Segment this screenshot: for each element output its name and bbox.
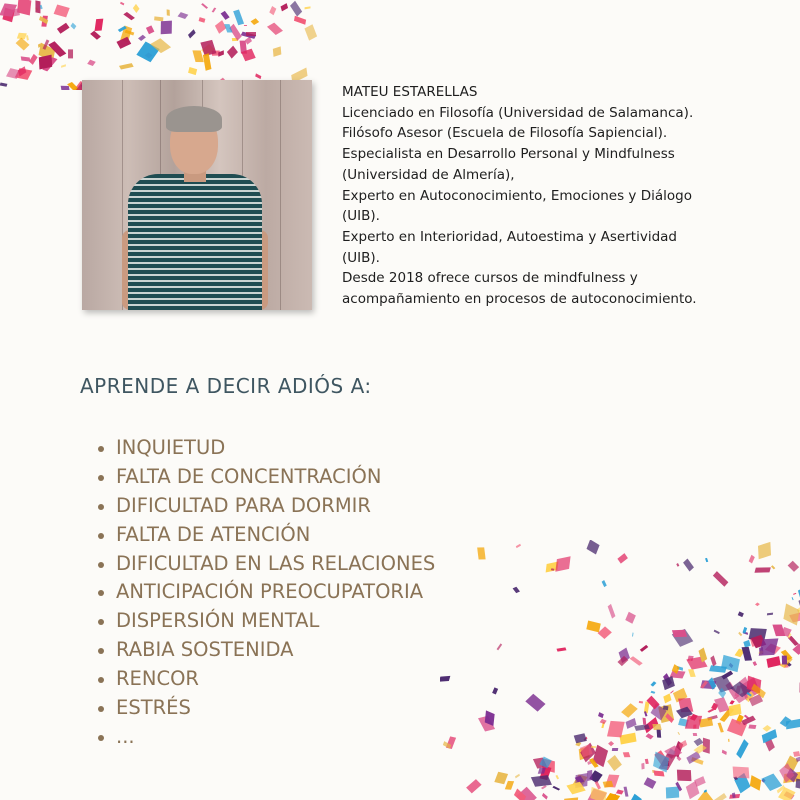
confetti-shard: [530, 776, 551, 788]
list-item: [96, 492, 435, 521]
confetti-shard: [705, 558, 708, 562]
bio-line: acompañamiento en procesos de autoconocimiento.: [342, 291, 697, 308]
confetti-shard: [120, 2, 124, 5]
confetti-shard: [792, 597, 794, 600]
list-item: [96, 694, 435, 723]
confetti-shard: [305, 24, 318, 41]
confetti-shard: [664, 693, 672, 703]
list-item: [96, 723, 435, 752]
confetti-shard: [119, 63, 134, 70]
bio-line: Experto en Interioridad, Autoestima y Asertividad: [342, 228, 677, 245]
confetti-shard: [662, 676, 675, 690]
list-item: [96, 550, 435, 579]
list-item: [96, 665, 435, 694]
confetti-shard: [718, 723, 724, 733]
confetti-shard: [714, 697, 729, 712]
confetti-shard: [233, 9, 244, 25]
confetti-shard: [255, 73, 261, 79]
confetti-shard: [305, 6, 310, 9]
confetti-shard: [492, 687, 498, 694]
confetti-shard: [607, 604, 615, 619]
confetti-shard: [201, 3, 208, 9]
section-heading: APRENDE A DECIR ADIÓS A:: [80, 374, 372, 398]
confetti-shard: [556, 775, 560, 780]
confetti-shard: [629, 656, 643, 666]
confetti-shard: [738, 611, 745, 617]
confetti-shard: [133, 3, 140, 13]
confetti-shard: [749, 554, 755, 563]
confetti-shard: [611, 748, 617, 751]
confetti-shard: [267, 22, 283, 35]
confetti-shard: [621, 704, 638, 718]
confetti-shard: [161, 21, 172, 34]
confetti-shard: [212, 8, 217, 13]
confetti-shard: [679, 740, 688, 749]
confetti-shard: [87, 59, 95, 66]
confetti-shard: [672, 630, 687, 637]
confetti-shard: [625, 612, 635, 624]
confetti-shard: [767, 612, 773, 615]
bullet-icon: [98, 619, 104, 625]
confetti-shard: [731, 792, 735, 798]
confetti-shard: [57, 23, 69, 34]
confetti-shard: [753, 661, 757, 665]
list-item: [96, 636, 435, 665]
confetti-shard: [714, 629, 720, 633]
confetti-shard: [689, 658, 690, 662]
bio-line: (UIB).: [342, 208, 380, 225]
confetti-shard: [465, 779, 481, 794]
confetti-shard: [619, 733, 637, 745]
confetti-shard: [642, 762, 645, 769]
confetti-shard: [39, 5, 42, 10]
confetti-shard: [692, 733, 697, 736]
confetti-shard: [738, 631, 742, 636]
confetti-shard: [587, 540, 600, 555]
confetti-shard: [640, 645, 648, 652]
bullet-icon: [98, 735, 104, 741]
confetti-shard: [650, 681, 656, 686]
confetti-shard: [123, 12, 135, 20]
confetti-shard: [243, 25, 246, 26]
confetti-shard: [269, 6, 276, 16]
bio-line: Filósofo Asesor (Escuela de Filosofía Sapiencial).: [342, 125, 668, 142]
confetti-shard: [68, 49, 73, 58]
confetti-shard: [600, 720, 606, 725]
list-item-label: INQUIETUD: [116, 436, 226, 459]
bullet-icon: [98, 446, 104, 452]
confetti-shard: [552, 786, 560, 791]
confetti-shard: [294, 16, 306, 25]
confetti-shard: [678, 732, 681, 736]
confetti-shard: [793, 592, 797, 594]
bullet-icon: [98, 590, 104, 596]
confetti-shard: [629, 794, 641, 800]
confetti-shard: [788, 561, 799, 572]
confetti-shard: [146, 26, 154, 34]
bio-line: Experto en Autoconocimiento, Emociones y Diálogo: [342, 187, 692, 204]
list-item-label: ANTICIPACIÓN PREOCUPATORIA: [116, 580, 424, 604]
list-item-label: DIFICULTAD PARA DORMIR: [116, 493, 371, 517]
confetti-decoration-top: [0, 0, 320, 90]
confetti-shard: [748, 724, 756, 728]
confetti-shard: [281, 4, 288, 12]
bullet-icon: [98, 562, 104, 568]
confetti-shard: [227, 46, 238, 59]
confetti-shard: [573, 733, 586, 743]
confetti-shard: [741, 647, 752, 661]
bullet-icon: [98, 475, 104, 481]
confetti-shard: [608, 755, 623, 771]
confetti-shard: [770, 565, 775, 570]
confetti-shard: [516, 544, 521, 549]
confetti-shard: [250, 18, 259, 25]
confetti-shard: [555, 556, 570, 571]
confetti-shard: [70, 23, 76, 30]
confetti-shard: [623, 787, 628, 797]
confetti-shard: [644, 777, 657, 789]
confetti-shard: [736, 740, 748, 759]
confetti-shard: [53, 4, 69, 17]
confetti-shard: [486, 710, 495, 725]
list-item-label: RENCOR: [116, 667, 199, 691]
confetti-decoration-bottom: [440, 540, 800, 800]
confetti-shard: [617, 552, 628, 563]
confetti-shard: [587, 770, 592, 781]
list-item-label: FALTA DE CONCENTRACIÓN: [116, 464, 382, 488]
confetti-shard: [273, 47, 281, 57]
confetti-shard: [623, 752, 630, 757]
confetti-shard: [556, 647, 566, 651]
list-item-label: DIFICULTAD EN LAS RELACIONES: [116, 551, 436, 575]
confetti-shard: [632, 632, 634, 637]
confetti-shard: [199, 17, 206, 23]
confetti-shard: [0, 82, 7, 86]
confetti-shard: [494, 771, 507, 783]
confetti-shard: [26, 35, 29, 41]
confetti-shard: [750, 775, 762, 791]
confetti-shard: [616, 789, 624, 794]
bullet-icon: [98, 533, 104, 539]
confetti-shard: [188, 29, 196, 38]
confetti-shard: [29, 54, 38, 65]
list-item: [96, 434, 435, 463]
bullet-icon: [98, 504, 104, 510]
confetti-shard: [676, 769, 691, 780]
confetti-shard: [676, 563, 680, 567]
confetti-shard: [646, 733, 654, 739]
confetti-shard: [189, 67, 198, 75]
bio-line: Licenciado en Filosofía (Universidad de Salamanca).: [342, 104, 694, 121]
confetti-shard: [645, 759, 649, 764]
confetti-shard: [512, 587, 520, 594]
confetti-shard: [603, 781, 613, 788]
confetti-shard: [290, 0, 302, 16]
confetti-shard: [782, 656, 787, 665]
list-item-label: DISPERSIÓN MENTAL: [116, 609, 320, 633]
confetti-shard: [601, 580, 606, 587]
confetti-shard: [90, 31, 101, 40]
confetti-shard: [203, 53, 211, 71]
confetti-shard: [542, 794, 548, 800]
bullet-icon: [98, 677, 104, 683]
confetti-shard: [515, 774, 520, 779]
confetti-shard: [218, 50, 224, 57]
bullet-icon: [98, 706, 104, 712]
confetti-shard: [476, 548, 485, 561]
confetti-shard: [505, 780, 515, 789]
goodbye-list: [96, 434, 435, 752]
confetti-shard: [712, 793, 727, 800]
list-item-label: ESTRÉS: [116, 696, 191, 720]
confetti-shard: [767, 656, 781, 667]
confetti-shard: [683, 558, 694, 571]
confetti-shard: [598, 712, 604, 718]
confetti-shard: [651, 691, 656, 694]
confetti-shard: [783, 604, 799, 626]
confetti-shard: [639, 701, 643, 704]
confetti-shard: [440, 675, 450, 681]
confetti-shard: [713, 571, 728, 586]
confetti-shard: [657, 729, 661, 737]
confetti-shard: [722, 750, 727, 755]
confetti-shard: [138, 35, 146, 41]
list-item: [96, 521, 435, 550]
confetti-shard: [166, 9, 170, 16]
confetti-shard: [95, 19, 104, 32]
bio-line: (Universidad de Almería),: [342, 166, 515, 183]
confetti-shard: [684, 715, 702, 728]
confetti-shard: [608, 741, 614, 746]
list-item: [96, 578, 435, 607]
confetti-shard: [246, 32, 257, 35]
confetti-shard: [117, 37, 132, 49]
confetti-shard: [643, 718, 647, 725]
confetti-shard: [586, 621, 601, 633]
confetti-shard: [733, 767, 750, 779]
list-item-label: FALTA DE ATENCIÓN: [116, 522, 311, 546]
bio-line: Desde 2018 ofrece cursos de mindfulness y: [342, 270, 638, 287]
confetti-shard: [496, 644, 501, 651]
confetti-shard: [652, 724, 661, 730]
confetti-shard: [689, 669, 696, 677]
confetti-shard: [695, 776, 707, 787]
list-item-label: ...: [116, 724, 135, 748]
bio-text: [342, 82, 782, 310]
bio-line: (UIB).: [342, 249, 380, 266]
confetti-shard: [21, 57, 31, 62]
bio-name: MATEU ESTARELLAS: [342, 84, 478, 100]
bio-line: Especialista en Desarrollo Personal y Mindfulness: [342, 146, 675, 163]
portrait-photo: [82, 80, 312, 310]
bullet-icon: [98, 648, 104, 654]
confetti-shard: [178, 12, 188, 18]
list-item: [96, 607, 435, 636]
list-item: [96, 463, 435, 492]
confetti-shard: [241, 49, 255, 62]
confetti-shard: [758, 541, 771, 558]
list-item-label: RABIA SOSTENIDA: [116, 638, 294, 662]
confetti-shard: [61, 64, 66, 68]
confetti-shard: [728, 739, 730, 743]
confetti-shard: [795, 779, 800, 790]
confetti-shard: [526, 693, 546, 711]
confetti-shard: [754, 568, 770, 573]
confetti-shard: [755, 603, 760, 607]
